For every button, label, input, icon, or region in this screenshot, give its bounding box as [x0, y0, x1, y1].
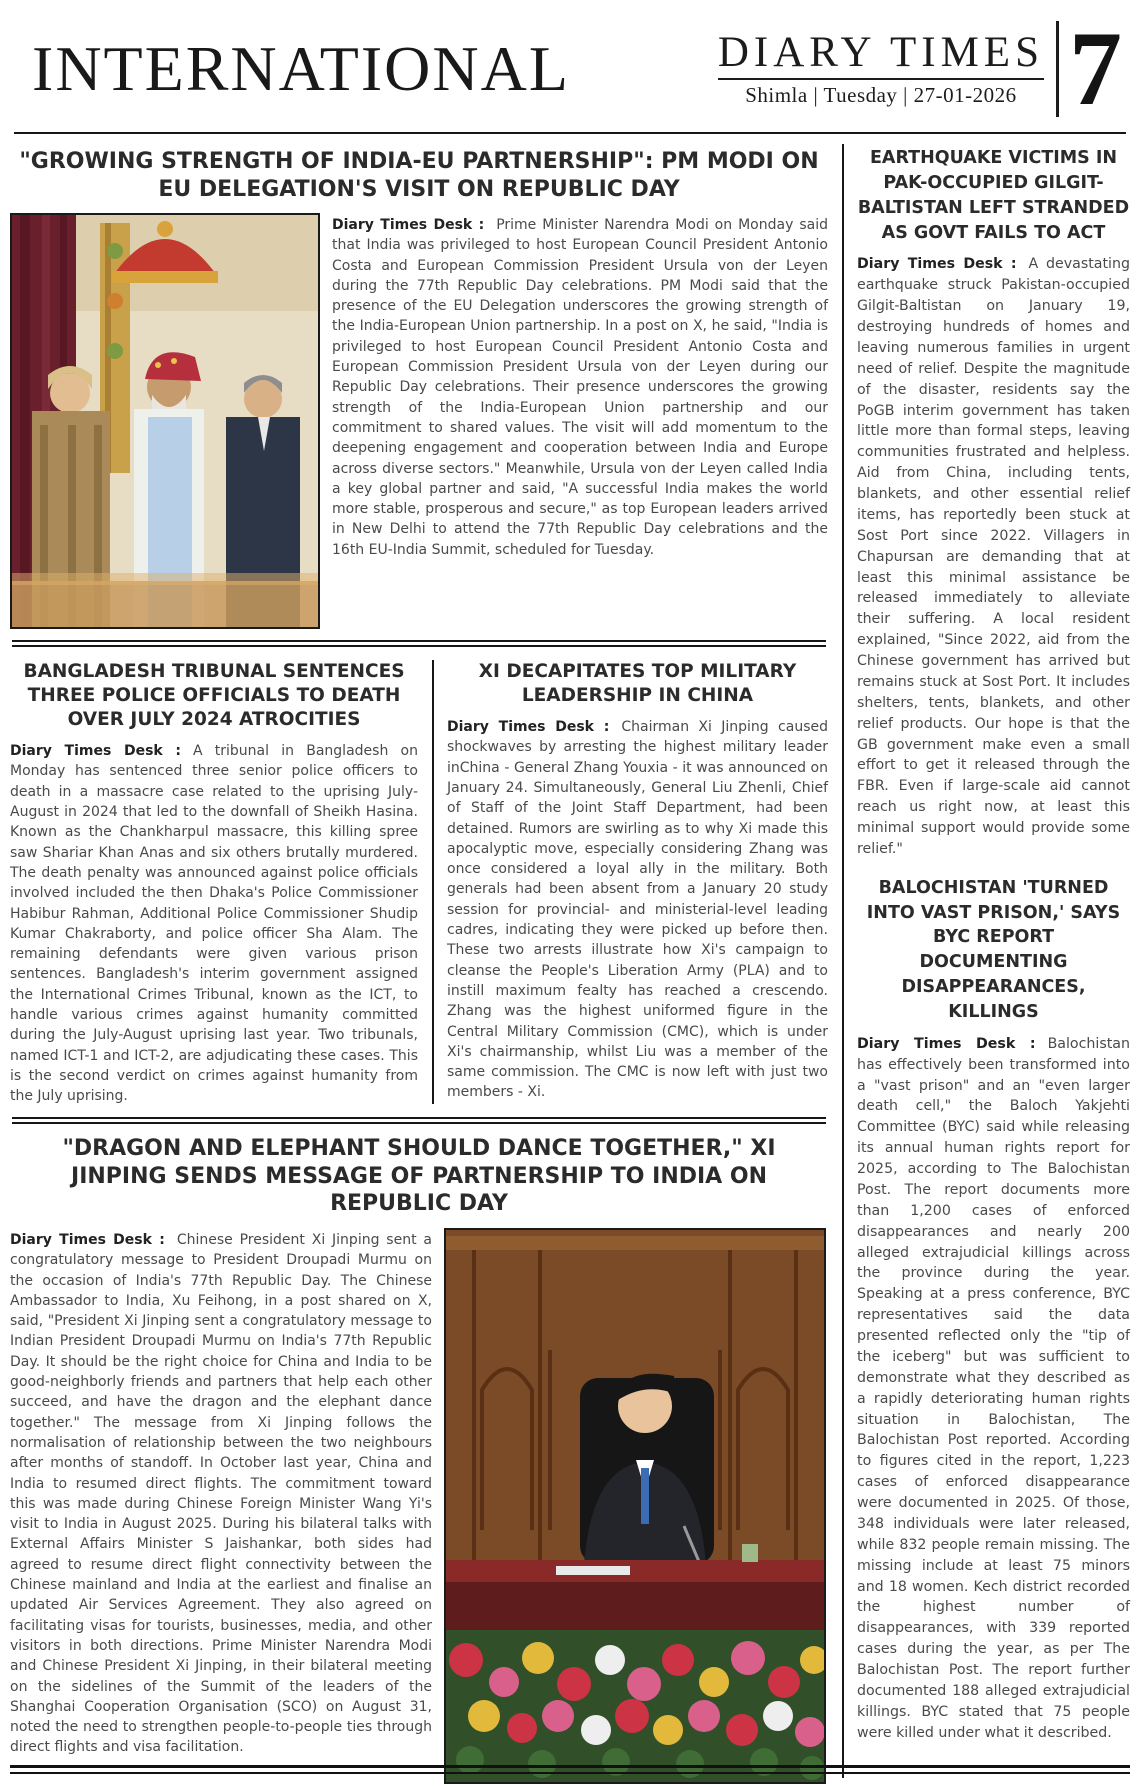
article-body-balochistan — [857, 1034, 1130, 1744]
dateline: Shimla | Tuesday | 27-01-2026 — [745, 83, 1017, 108]
byline: Diary Times Desk : — [857, 1035, 1036, 1052]
body-text: Prime Minister Narendra Modi on Monday said that India was privileged to host European Council President Antonio Costa and European Commission President Ursula von der Leyen during the 77th Republic Day celebrations. PM Modi said that the presence of the EU Delegation underscores the growing strength of the India-European Union partnership. In a post on X, he said, "India is privileged to host European Council President Antonio Costa and European Commission President Ursula von der Leyen during our Republic Day celebrations. Their presence underscores the growing strength of the India-European Union partnership and our commitment to shared values. The visit will add momentum to the deepening engagement and cooperation between India and Europe across diverse sectors." Meanwhile, Ursula von der Leyen called India a key global partner and said, "A successful India makes the world more stable, prosperous and secure," as top European leaders arrived in New Delhi to attend the 77th Republic Day celebrations and the 16th EU-India Summit, scheduled for Tuesday. — [332, 217, 828, 558]
article-dragon-elephant — [10, 1135, 828, 1784]
article-earthquake — [857, 146, 1130, 860]
xi-jinping-photo — [444, 1228, 826, 1784]
article-body-xi-military — [447, 717, 828, 1103]
section-title: INTERNATIONAL — [32, 33, 570, 104]
byline: Diary Times Desk : — [10, 1231, 165, 1248]
byline: Diary Times Desk : — [332, 217, 485, 233]
bottom-rule — [10, 1765, 1130, 1774]
article-bangladesh — [10, 658, 418, 1106]
brand-block — [718, 30, 1056, 108]
section-divider — [12, 1117, 826, 1124]
headline-dragon-elephant: "DRAGON AND ELEPHANT SHOULD DANCE TOGETHER," XI JINPING SENDS MESSAGE OF PARTNERSHIP TO INDIA ON REPUBLIC DAY — [62, 1136, 776, 1217]
byline: Diary Times Desk : — [857, 256, 1017, 273]
republic-day-photo — [10, 213, 320, 629]
section-divider — [12, 640, 826, 647]
headline-india-eu: "GROWING STRENGTH OF INDIA-EU PARTNERSHIP": PM MODI ON EU DELEGATION'S VISIT ON REPUBLIC DAY — [19, 149, 819, 202]
body-text: A tribunal in Bangladesh on Monday has sentenced three senior police officers to death in a massacre case related to the uprising July-August in 2024 that led to the downfall of Sheikh Hasina. Known as the Chankharpul massacre, this killing spree saw Shariar Khan Anas and six others brutally murdered. The death penalty was announced against police officials involved included the then Dhaka's Police Commissioner Habibur Rahman, Additional Police Commissioner Shudip Kumar Chakraborty, and police officer Sha Alam. The remaining defendants were given various prison sentences. Bangladesh's interim government assigned the International Crimes Tribunal, known as the ICT, to handle various crimes against humanity committed during the July-August uprising last year. Two tribunals, named ICT-1 and ICT-2, are adjudicating these cases. This is the second verdict on crimes against humanity from the July uprising. — [10, 743, 418, 1105]
body-text: Chinese President Xi Jinping sent a congratulatory message to President Droupadi Murmu on the occasion of India's 77th Republic Day. The Chinese Ambassador to India, Xu Feihong, in a post shared on X, said, "President Xi Jinping sent a congratulatory message to Indian President Droupadi Murmu on India's 77th Republic Day. It should be the right choice for China and India to be good-neighborly friends and partners that help each other succeed, and have the dragon and the elephant dance together." The message from Xi Jinping follows the normalisation of relationship between the two neighbours after months of standoff. In October last year, China and India to resumed direct flights. The commitment toward this was made during Chinese Foreign Minister Wang Yi's visit to India in August 2025. During his bilateral talks with External Affairs Minister S Jaishankar, both sides had agreed to resume direct flight connectivity between the Chinese mainland and India at the earliest and finalise an updated Air Services Agreement. They also agreed on facilitating visas for tourists, businesses, media, and other visitors in both directions. Prime Minister Narendra Modi and Chinese President Xi Jinping, in their bilateral meeting on the sidelines of the Summit of the leaders of the Shanghai Cooperation Organisation (SCO) on August 31, noted the need to strengthen people-to-people ties through direct flights and visa facilitation. — [10, 1231, 432, 1756]
article-body-bangladesh — [10, 741, 418, 1106]
article-body-india-eu — [332, 213, 828, 629]
page-number: 7 — [1069, 9, 1122, 127]
article-body-earthquake — [857, 254, 1130, 859]
byline: Diary Times Desk : — [447, 719, 610, 736]
brand-rule — [718, 78, 1044, 80]
body-text: A devastating earthquake struck Pakistan-occupied Gilgit-Baltistan on January 19, destroying hundreds of homes and leaving numerous families in urgent need of relief. Despite the magnitude of the disaster, residents say the PoGB interim government has taken little more than formal steps, leaving communities frustrated and helpless. Aid from China, including tents, blankets, and other essential relief items, has reportedly been stuck at Sost Port since 2022. Villagers in Chapursan are demanding that at least this minimal assistance be released immediately to alleviate their suffering. A local resident explained, "Since 2022, aid from the Chinese government has arrived but remains stuck at Sost Port. It includes shelters, tents, blankets, and other relief products. Our hope is that the GB government make even a small effort to get it released through the FBR. Even if large-scale aid cannot reach us right now, at least this minimal support would provide some relief." — [857, 256, 1130, 857]
row-two — [10, 658, 828, 1106]
headline-balochistan: BALOCHISTAN 'TURNED INTO VAST PRISON,' SAYS BYC REPORT DOCUMENTING DISAPPEARANCES, KILLINGS — [866, 877, 1121, 1022]
headline-earthquake: EARTHQUAKE VICTIMS IN PAK-OCCUPIED GILGIT-BALTISTAN LEFT STRANDED AS GOVT FAILS TO ACT — [857, 148, 1130, 243]
header-rule — [14, 132, 1126, 134]
right-column — [857, 142, 1130, 1784]
newspaper-name: DIARY TIMES — [717, 28, 1044, 76]
column-rule — [432, 660, 434, 1104]
article-xi-military — [447, 658, 828, 1106]
body-text: Balochistan has effectively been transformed into a "vast prison" and an "even larger death cell," the Baloch Yakjehti Committee (BYC) said while releasing its annual human rights report for 2025, according to The Balochistan Post. The report documents more than 1,200 cases of enforced disappearances and nearly 200 alleged extrajudicial killings across the province during the year. Speaking at a press conference, BYC representatives said the data presented reflected only the "tip of the iceberg" but was sufficient to demonstrate what they described as a rapidly deteriorating human rights situation in Balochistan, The Balochistan Post reported. According to figures cited in the report, 1,223 cases of enforced disappearance were documented in 2025. Of those, 348 individuals were later released, while 832 people remain missing. The missing include at least 75 minors and 18 women. Kech district recorded the highest number of disappearances, with 339 reported cases during the year, as per The Balochistan Post. The report further documented 188 alleged extrajudicial killings. BYC stated that 75 people were killed under what it described. — [857, 1035, 1130, 1741]
masthead-brand-block — [717, 9, 1128, 127]
body-text: Chairman Xi Jinping caused shockwaves by arresting the highest military leader inChina - General Zhang Youxia - it was announced on January 24. Simultaneously, General Liu Zhenli, Chief of Staff of the Joint Staff Department, had been detained. Rumors are swirling as to why Xi made this apocalyptic move, especially considering Zhang was once considered a loyal ally in the military. Both generals had been absent from a January 20 study session for provincial- and ministerial-level leading cadres, indicating they were picked up before then. These two arrests illustrate how Xi's campaign to cleanse the People's Liberation Army (PLA) and to instill maximum fealty has reached a crescendo. Zhang was the highest uniformed figure in the Central Military Commission (CMC), which is under Xi's chairmanship, whilst Liu was a member of the same commission. The CMC is now left with just two members - Xi. — [447, 719, 828, 1101]
headline-bangladesh: BANGLADESH TRIBUNAL SENTENCES THREE POLICE OFFICIALS TO DEATH OVER JULY 2024 ATROCITIES — [23, 661, 405, 731]
article-india-eu — [10, 148, 828, 629]
byline: Diary Times Desk : — [10, 743, 181, 760]
article-body-dragon-elephant — [10, 1228, 432, 1784]
article-balochistan — [857, 876, 1130, 1744]
page-content — [10, 142, 1130, 1784]
main-column-rule — [842, 144, 844, 1778]
main-column — [10, 142, 828, 1784]
headline-xi-military: XI DECAPITATES TOP MILITARY LEADERSHIP IN CHINA — [478, 661, 797, 707]
masthead — [10, 0, 1130, 130]
